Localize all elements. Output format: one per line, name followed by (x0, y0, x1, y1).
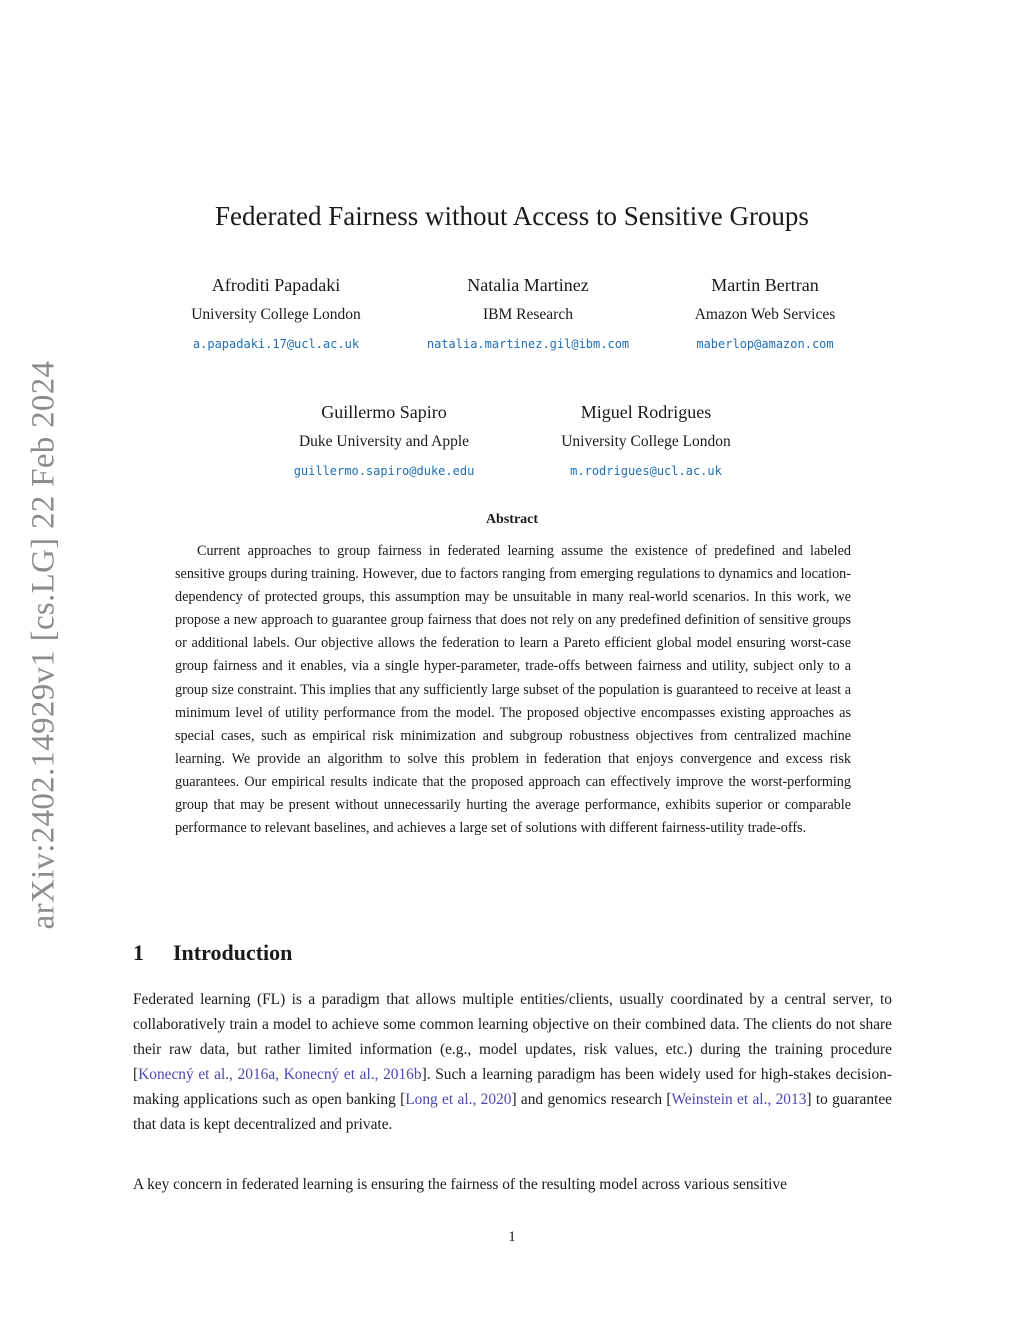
author-email[interactable]: guillermo.sapiro@duke.edu (293, 464, 475, 478)
author-name: Afroditi Papadaki (211, 275, 341, 295)
author-affiliation: Duke University and Apple (298, 433, 470, 450)
section-number: 1 (133, 940, 144, 965)
body-paragraph: A key concern in federated learning is ensuring the fairness of the resulting model across various sensitive (133, 1176, 787, 1193)
author-email[interactable]: maberlop@amazon.com (696, 337, 834, 351)
citation-link[interactable]: Weinstein et al., 2013 (671, 1091, 807, 1108)
author-block (695, 275, 836, 351)
citation-link[interactable]: Konecný et al., 2016a, Konecný et al., 2016b (138, 1066, 422, 1083)
paragraph-text: Federated learning (FL) is a paradigm that allows multiple entities/clients, usually coordinated by a central server, to collaboratively train a model to achieve some common learning objective on their combined data. The clients do not share their raw data, but rather limited information (e.g., model updates, risk values, etc.) during the training procedure [ (133, 991, 892, 1083)
author-block (561, 402, 731, 478)
citation-link[interactable]: Long et al., 2020 (405, 1091, 512, 1108)
paper-title: Federated Fairness without Access to Sensitive Groups (215, 201, 809, 231)
author-name: Natalia Martinez (467, 275, 589, 295)
author-name: Martin Bertran (711, 275, 819, 295)
page-number: 1 (508, 1229, 516, 1245)
paragraph-text: ] and genomics research [ (511, 1091, 672, 1108)
body-paragraph (133, 987, 892, 1137)
paragraph-text: ]. Such a learning paradigm has been widely used for high-stakes decision-making applications such as open banking [ (133, 1066, 892, 1108)
paragraph-text: ] to guarantee that data is kept decentralized and private. (133, 1091, 892, 1133)
author-affiliation: University College London (561, 433, 731, 450)
section-heading (133, 940, 292, 966)
author-block (191, 275, 361, 351)
author-name: Miguel Rodrigues (580, 402, 712, 422)
author-affiliation: University College London (191, 306, 361, 323)
author-affiliation: Amazon Web Services (694, 306, 836, 323)
abstract-text: Current approaches to group fairness in federated learning assume the existence of predefined and labeled sensitive groups during training. However, due to factors ranging from emerging regulations to dynamics and location-dependency of protected groups, this assumption may be unsuitable in many real-world scenarios. In this work, we propose a new approach to guarantee group fairness that does not rely on any predefined definition of sensitive groups or additional labels. Our objective allows the federation to learn a Pareto efficient global model ensuring worst-case group fairness and it enables, via a single hyper-parameter, trade-offs between fairness and utility, subject only to a group size constraint. This implies that any sufficiently large subset of the population is guaranteed to receive at least a minimum level of utility performance from the model. The proposed objective encompasses existing approaches as special cases, such as empirical risk minimization and subgroup robustness objectives from centralized machine learning. We provide an algorithm to solve this problem in federation that enjoys convergence and excess risk guarantees. Our empirical results indicate that the proposed approach can effectively improve the worst-performing group that may be present without unnecessarily hurting the average performance, exhibits superior or comparable performance to relevant baselines, and achieves a large set of solutions with different fairness-utility trade-offs. (175, 543, 851, 837)
author-affiliation: IBM Research (483, 306, 573, 323)
author-email[interactable]: a.papadaki.17@ucl.ac.uk (192, 337, 360, 351)
section-title: Introduction (173, 940, 293, 965)
author-name: Guillermo Sapiro (321, 402, 447, 422)
author-block (427, 275, 629, 351)
author-email[interactable]: m.rodrigues@ucl.ac.uk (570, 464, 722, 478)
author-email[interactable]: natalia.martinez.gil@ibm.com (426, 337, 630, 351)
abstract-heading: Abstract (485, 512, 539, 527)
arxiv-identifier-stamp: arXiv:2402.14929v1 [cs.LG] 22 Feb 2024 (25, 360, 62, 930)
author-block (294, 402, 475, 478)
